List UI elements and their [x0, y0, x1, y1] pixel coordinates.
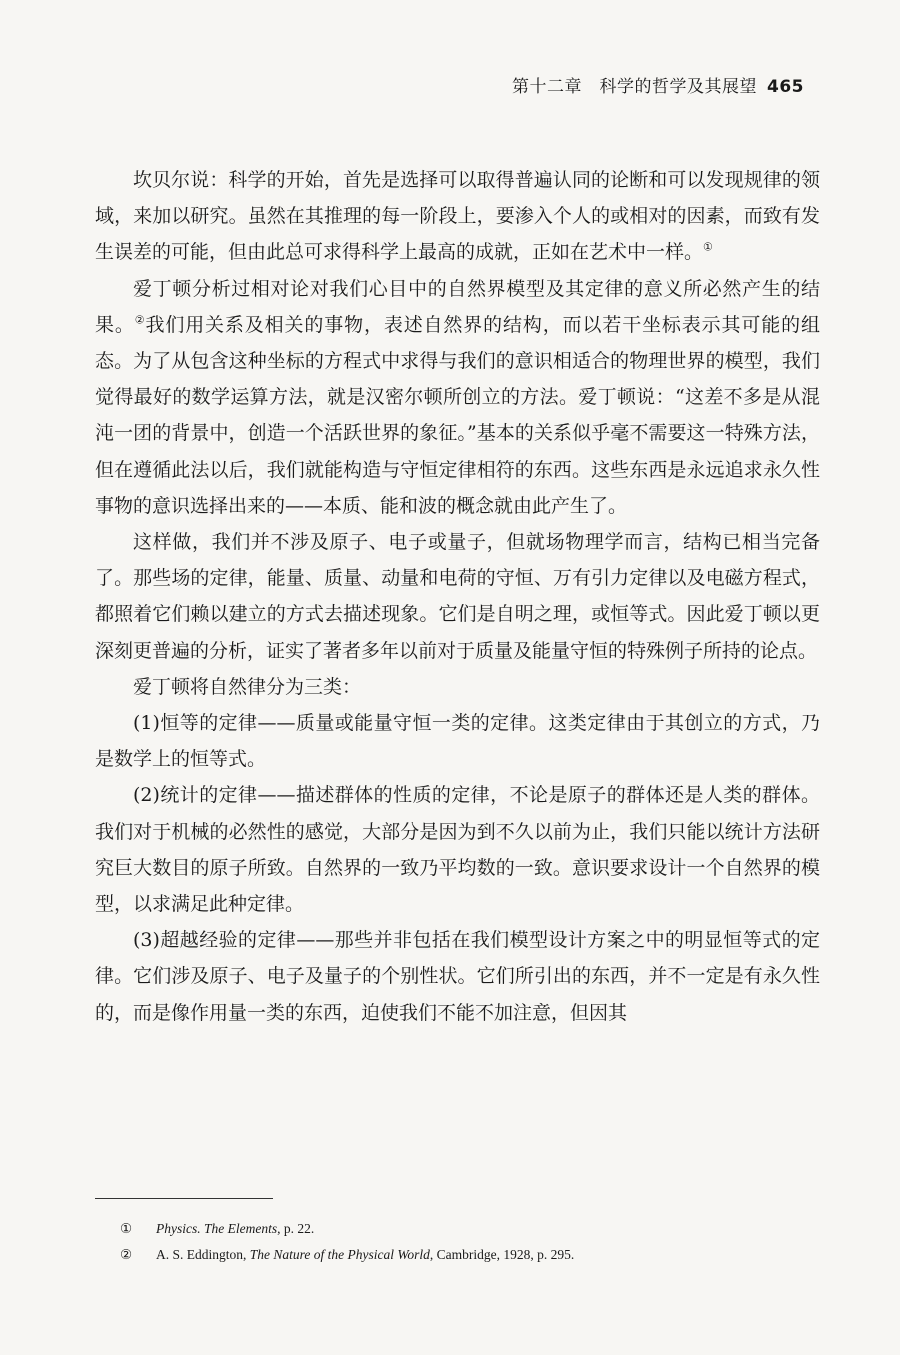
paragraph-1: 坎贝尔说：科学的开始，首先是选择可以取得普遍认同的论断和可以发现规律的领域，来加以研究。虽然在其推理的每一阶段上，要渗入个人的或相对的因素，而致有发生误差的可能，但由此总可求得科学上最高的成就，正如在艺术中一样。①	[95, 169, 820, 264]
law-identity: (1)恒等的定律——质量或能量守恒一类的定律。这类定律由于其创立的方式，乃是数学上的恒等式。	[95, 712, 820, 771]
paragraph-4: 爱丁顿将自然律分为三类：	[133, 675, 362, 698]
running-head	[512, 72, 804, 97]
footnote-rule	[95, 1198, 273, 1199]
law-statistical: (2)统计的定律——描述群体的性质的定律，不论是原子的群体还是人类的群体。我们对于机械的必然性的感觉，大部分是因为到不久以前为止，我们只能以统计方法研究巨大数目的原子所致。自然界的一致乃平均数的一致。意识要求设计一个自然界的模型，以求满足此种定律。	[95, 784, 820, 916]
law-transcendental: (3)超越经验的定律——那些并非包括在我们模型设计方案之中的明显恒等式的定律。它们涉及原子、电子及量子的个别性状。它们所引出的东西，并不一定是有永久性的，而是像作用量一类的东西，迫使我们不能不加注意，但因其	[95, 929, 820, 1024]
footnote-ref-2: ②	[134, 313, 146, 327]
footnote-ref-1: ①	[703, 241, 713, 255]
page-number: 465	[767, 77, 804, 97]
footnote-1: ① Physics. The Elements, p. 22.	[120, 1221, 315, 1236]
body-text	[95, 162, 820, 1031]
footnotes	[120, 1216, 820, 1268]
paragraph-2: 爱丁顿分析过相对论对我们心目中的自然界模型及其定律的意义所必然产生的结果。②我们用关系及相关的事物，表述自然界的结构，而以若干坐标表示其可能的组态。为了从包含这种坐标的方程式中求得与我们的意识相适合的物理世界的模型，我们觉得最好的数学运算方法，就是汉密尔顿所创立的方法。爱丁顿说：“这差不多是从混沌一团的背景中，创造一个活跃世界的象征。”基本的关系似乎毫不需要这一特殊方法，但在遵循此法以后，我们就能构造与守恒定律相符的东西。这些东西是永远追求永久性事物的意识选择出来的——本质、能和波的概念就由此产生了。	[95, 277, 820, 517]
footnote-2: ② A. S. Eddington, The Nature of the Physical World, Cambridge, 1928, p. 295.	[120, 1247, 575, 1262]
running-title: 第十二章 科学的哲学及其展望	[512, 77, 757, 97]
paragraph-3: 这样做，我们并不涉及原子、电子或量子，但就场物理学而言，结构已相当完备了。那些场的定律，能量、质量、动量和电荷的守恒、万有引力定律以及电磁方程式，都照着它们赖以建立的方式去描述现象。它们是自明之理，或恒等式。因此爱丁顿以更深刻更普遍的分析，证实了著者多年以前对于质量及能量守恒的特殊例子所持的论点。	[95, 531, 820, 662]
